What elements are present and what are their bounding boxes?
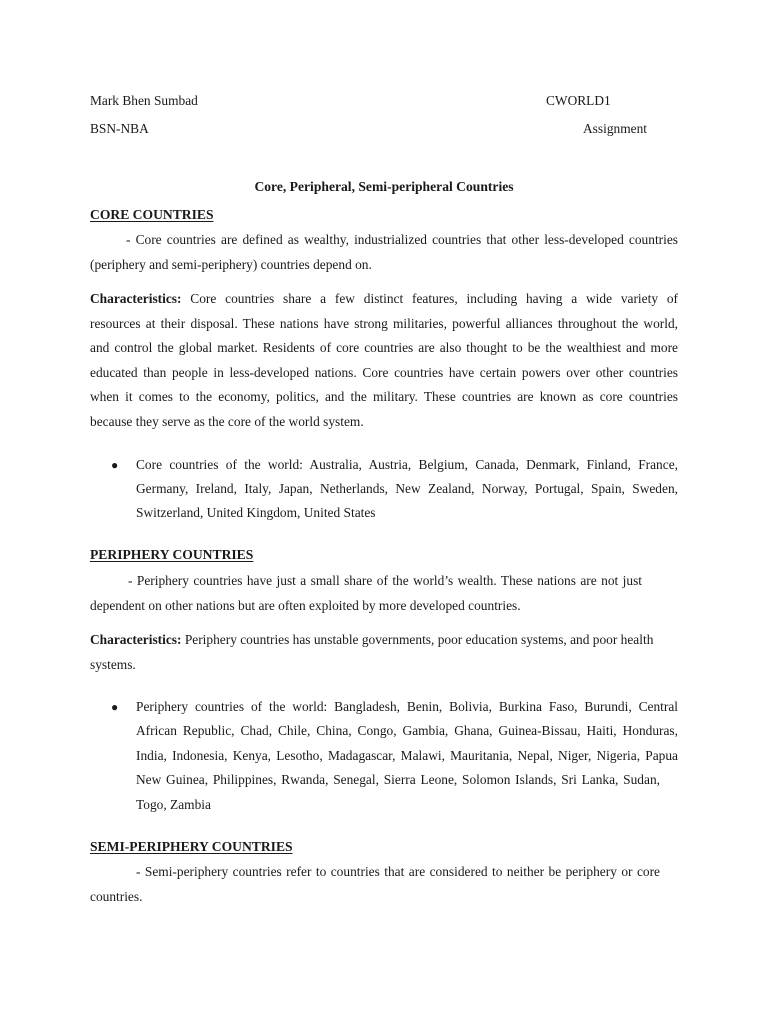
- core-definition-line: (periphery and semi-periphery) countries depend on.: [90, 257, 372, 272]
- core-list-line: Core countries of the world: Australia, Austria, Belgium, Canada, Denmark, Finland, France,: [136, 457, 678, 472]
- core-characteristics-line: [90, 291, 678, 307]
- semi-periphery-definition-line: - Semi-periphery countries refer to countries that are considered to neither be periphery or core: [136, 864, 660, 879]
- periphery-list-line: African Republic, Chad, Chile, China, Congo, Gambia, Ghana, Guinea-Bissau, Haiti, Honduras,: [136, 723, 678, 738]
- periphery-definition-line: dependent on other nations but are often exploited by more developed countries.: [90, 598, 521, 613]
- periphery-characteristics-text: Periphery countries has unstable governments, poor education systems, and poor health: [184, 632, 654, 647]
- semi-periphery-definition-line: countries.: [90, 889, 143, 904]
- core-characteristics-text: Core countries share a few distinct features, including having a wide variety of: [190, 291, 678, 306]
- periphery-characteristics-line: systems.: [90, 657, 136, 672]
- core-characteristics-line: educated than people in less-developed nations. Core countries have certain powers over other countries: [90, 365, 678, 380]
- periphery-list-line: Togo, Zambia: [136, 797, 211, 812]
- periphery-list-line: Periphery countries of the world: Bangladesh, Benin, Bolivia, Burkina Faso, Burundi, Central: [136, 699, 678, 714]
- core-characteristics-label: Characteristics:: [90, 291, 182, 306]
- core-characteristics-line: because they serve as the core of the world system.: [90, 414, 364, 429]
- bullet-icon: ●: [111, 458, 119, 472]
- core-heading: CORE COUNTRIES: [90, 207, 214, 222]
- semi-periphery-heading: SEMI-PERIPHERY COUNTRIES: [90, 839, 293, 854]
- document-title: Core, Peripheral, Semi-peripheral Countries: [254, 179, 514, 194]
- periphery-characteristics-label: Characteristics:: [90, 632, 182, 647]
- periphery-list-line: India, Indonesia, Kenya, Lesotho, Madagascar, Malawi, Mauritania, Nepal, Niger, Nigeria, Papua: [136, 748, 678, 763]
- periphery-heading: PERIPHERY COUNTRIES: [90, 547, 254, 562]
- core-characteristics-line: when it comes to the economy, politics, and the military. These countries are known as core countries: [90, 389, 678, 404]
- periphery-list-line: New Guinea, Philippines, Rwanda, Senegal, Sierra Leone, Solomon Islands, Sri Lanka, Sudan,: [136, 772, 660, 787]
- periphery-definition-line: - Periphery countries have just a small share of the world’s wealth. These nations are not just: [128, 573, 642, 588]
- author-name: Mark Bhen Sumbad: [90, 93, 198, 108]
- bullet-icon: ●: [111, 700, 119, 714]
- program-name: BSN-NBA: [90, 121, 149, 136]
- core-list-line: Germany, Ireland, Italy, Japan, Netherlands, New Zealand, Norway, Portugal, Spain, Sweden,: [136, 481, 678, 496]
- core-definition-line: - Core countries are defined as wealthy, industrialized countries that other less-developed countries: [126, 232, 678, 247]
- periphery-characteristics-line: [90, 632, 678, 648]
- core-characteristics-line: resources at their disposal. These nations have strong militaries, powerful alliances throughout the world,: [90, 316, 678, 331]
- document-type: Assignment: [583, 121, 647, 136]
- course-code: CWORLD1: [546, 93, 611, 108]
- core-list-line: Switzerland, United Kingdom, United States: [136, 505, 376, 520]
- core-characteristics-line: and control the global market. Residents of core countries are also thought to be the wealthiest and more: [90, 340, 678, 355]
